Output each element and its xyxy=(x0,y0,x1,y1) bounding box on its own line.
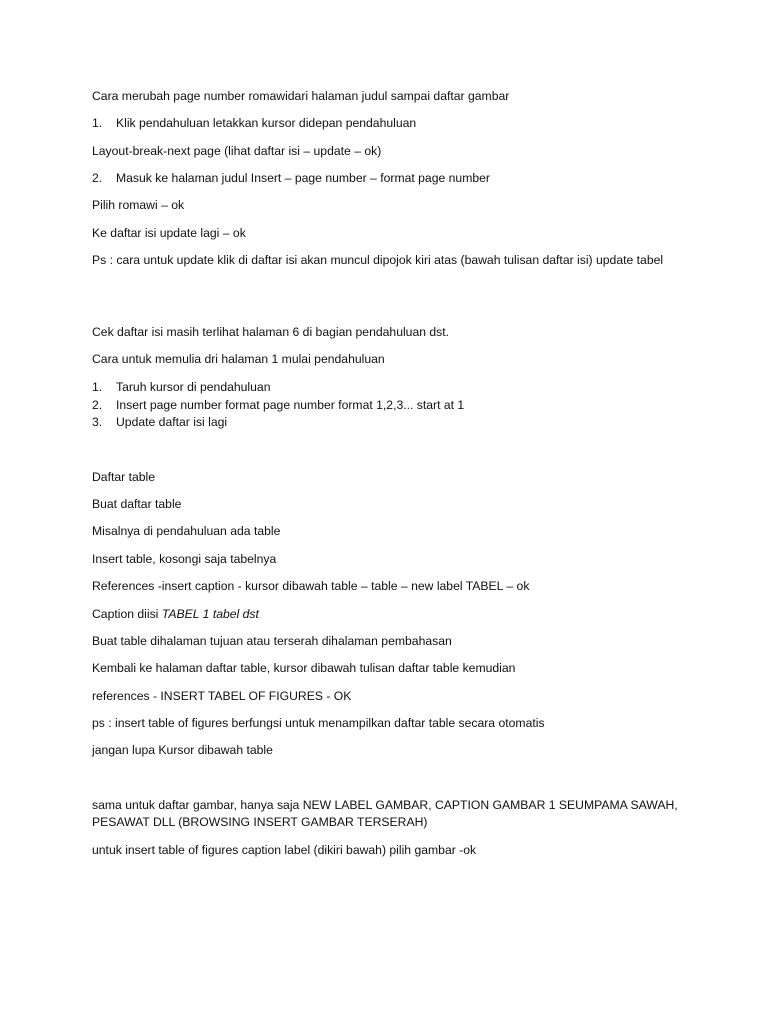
list-item xyxy=(92,379,270,396)
paragraph: Misalnya di pendahuluan ada table xyxy=(92,524,281,538)
paragraph: Buat table dihalaman tujuan atau terserah dihalaman pembahasan xyxy=(92,634,452,648)
paragraph: jangan lupa Kursor dibawah table xyxy=(92,743,273,757)
list-text: Taruh kursor di pendahuluan xyxy=(116,380,271,394)
list-number: 2. xyxy=(92,171,103,185)
paragraph: sama untuk daftar gambar, hanya saja NEW LABEL GAMBAR, CAPTION GAMBAR 1 SEUMPAMA SAWAH, PESAWAT DLL (BROWSING INSERT GAMBAR TERSERAH) xyxy=(92,798,678,829)
paragraph: references - INSERT TABEL OF FIGURES - OK xyxy=(92,689,352,703)
paragraph: References -insert caption - kursor dibawah table – table – new label TABEL – ok xyxy=(92,579,530,593)
list-text: Klik pendahuluan letakkan kursor didepan pendahuluan xyxy=(116,116,417,130)
list-item xyxy=(92,115,416,132)
list-number: 2. xyxy=(92,398,103,412)
list-item xyxy=(92,397,464,414)
paragraph xyxy=(92,606,259,623)
paragraph: ps : insert table of figures berfungsi untuk menampilkan daftar table secara otomatis xyxy=(92,716,545,730)
caption-italic-text: TABEL 1 tabel dst xyxy=(161,607,259,621)
paragraph: Pilih romawi – ok xyxy=(92,198,185,212)
paragraph: Layout-break-next page (lihat daftar isi – update – ok) xyxy=(92,144,382,158)
list-text: Insert page number format page number format 1,2,3... start at 1 xyxy=(116,398,465,412)
list-text: Masuk ke halaman judul Insert – page number – format page number xyxy=(116,171,490,185)
paragraph: Kembali ke halaman daftar table, kursor dibawah tulisan daftar table kemudian xyxy=(92,661,516,675)
paragraph: Cek daftar isi masih terlihat halaman 6 di bagian pendahuluan dst. xyxy=(92,325,450,339)
paragraph: Cara untuk memulia dri halaman 1 mulai pendahuluan xyxy=(92,352,385,366)
list-item xyxy=(92,170,490,187)
paragraph: Ke daftar isi update lagi – ok xyxy=(92,226,246,240)
caption-text: Caption diisi xyxy=(92,607,162,621)
list-number: 3. xyxy=(92,415,103,429)
paragraph: Buat daftar table xyxy=(92,497,182,511)
paragraph: Insert table, kosongi saja tabelnya xyxy=(92,552,277,566)
list-item xyxy=(92,414,227,431)
paragraph-title: Cara merubah page number romawidari halaman judul sampai daftar gambar xyxy=(92,89,510,103)
list-number: 1. xyxy=(92,116,103,130)
paragraph: untuk insert table of figures caption label (dikiri bawah) pilih gambar -ok xyxy=(92,843,477,857)
list-number: 1. xyxy=(92,380,103,394)
paragraph-heading: Daftar table xyxy=(92,470,156,484)
list-text: Update daftar isi lagi xyxy=(116,415,228,429)
paragraph-note: Ps : cara untuk update klik di daftar isi akan muncul dipojok kiri atas (bawah tulisan daftar isi) update tabel xyxy=(92,253,664,267)
